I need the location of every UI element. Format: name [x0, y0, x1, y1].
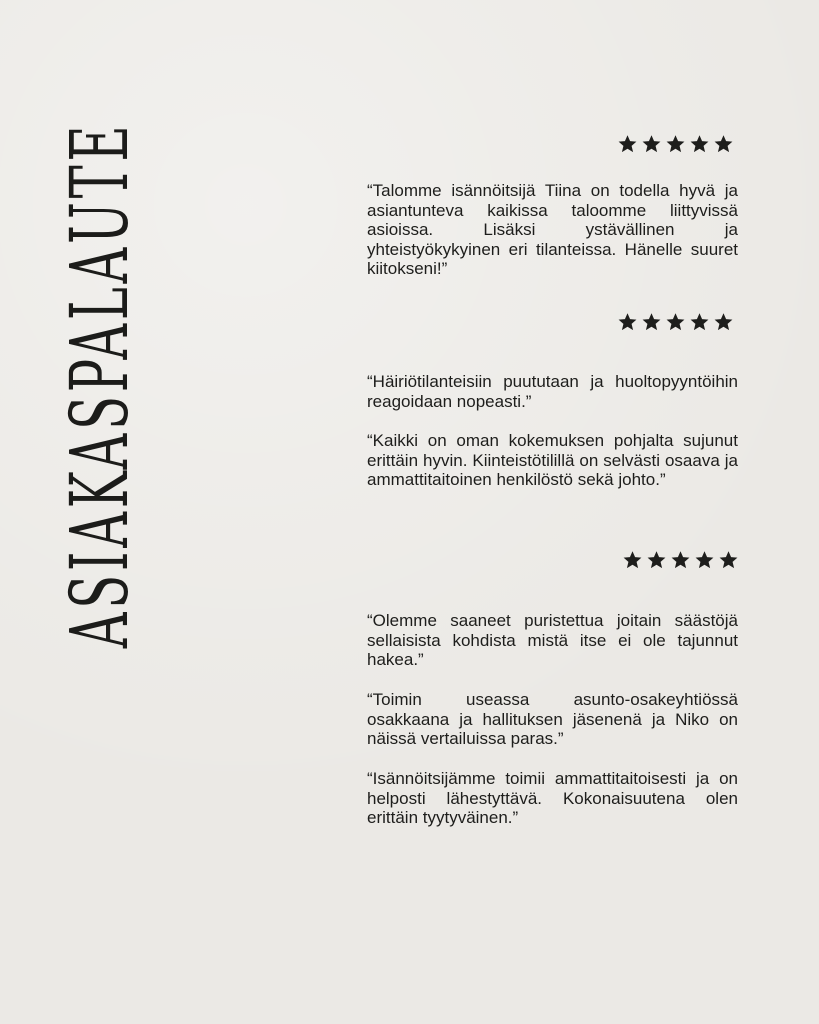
star-icon	[646, 550, 667, 570]
review-text: “Kaikki on oman kokemuksen pohjalta sujunut erittäin hyvin. Kiinteistötilillä on selvästi osaava ja ammattitaitoinen henkilöstö sekä johto.”	[367, 431, 738, 489]
star-icon	[617, 312, 638, 332]
star-icon	[670, 550, 691, 570]
star-icon	[622, 550, 643, 570]
star-rating-2	[617, 312, 734, 332]
review-text: “Toimin useassa asunto-osakeyhtiössä osakkaana ja hallituksen jäsenenä ja Niko on näissä vertailuissa paras.”	[367, 690, 738, 748]
review-text: “Olemme saaneet puristettua joitain säästöjä sellaisista kohdista mistä itse ei ole tajunnut hakea.”	[367, 611, 738, 669]
star-icon	[713, 312, 734, 332]
review-text: “Talomme isännöitsijä Tiina on todella hyvä ja asiantunteva kaikissa taloomme liittyvissä asioissa. Lisäksi ystävällinen ja yhteistyökykyinen eri tilanteissa. Hänelle suuret kiitokseni!”	[367, 181, 738, 278]
review-text: “Häiriötilanteisiin puututaan ja huoltopyyntöihin reagoidaan nopeasti.”	[367, 372, 738, 411]
star-icon	[665, 134, 686, 154]
star-icon	[718, 550, 739, 570]
page-title	[53, 0, 146, 810]
star-icon	[689, 134, 710, 154]
star-rating-1	[617, 134, 734, 154]
review-text: “Isännöitsijämme toimii ammattitaitoisesti ja on helposti lähestyttävä. Kokonaisuutena olen erittäin tyytyväinen.”	[367, 769, 738, 827]
star-icon	[665, 312, 686, 332]
star-icon	[689, 312, 710, 332]
star-icon	[713, 134, 734, 154]
page-title-text: ASIAKASPALAUTE	[53, 121, 146, 649]
star-icon	[641, 134, 662, 154]
star-icon	[617, 134, 638, 154]
star-icon	[694, 550, 715, 570]
star-icon	[641, 312, 662, 332]
star-rating-3	[622, 550, 739, 570]
